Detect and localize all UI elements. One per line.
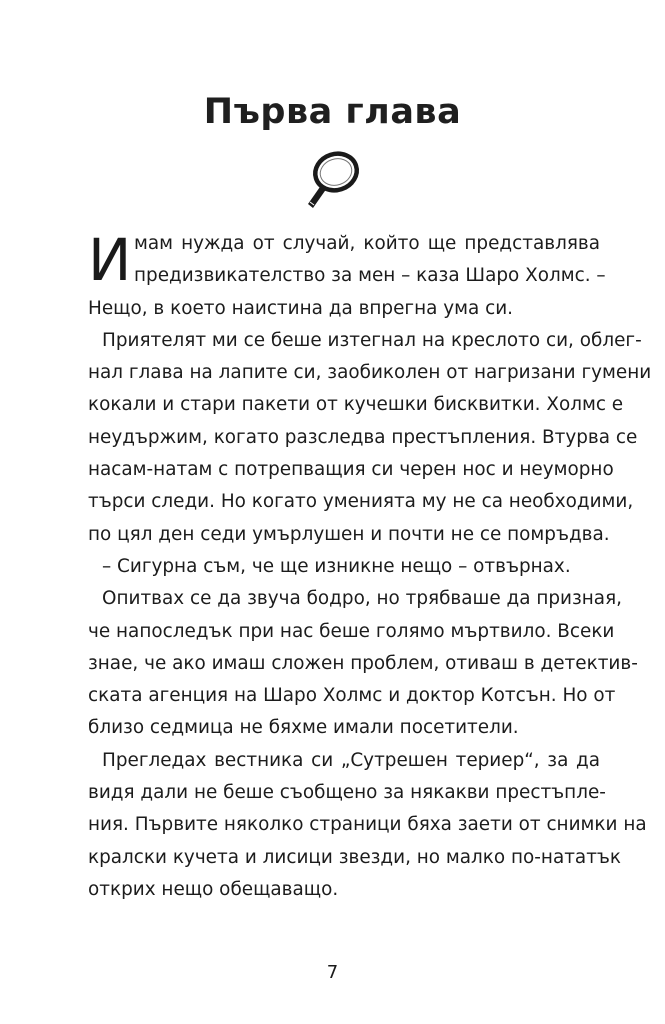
text-line: ската агенция на Шаро Холмс и доктор Котсън. Но от xyxy=(88,685,616,707)
text-line: нал глава на лапите си, заобиколен от нагризани гумени xyxy=(88,362,652,384)
paragraph-4 xyxy=(88,583,638,744)
text-line: че напоследък при нас беше голямо мъртвило. Всеки xyxy=(88,620,615,642)
text-line: неудържим, когато разследва престъпления. Втурва се xyxy=(88,426,638,448)
text-line: знае, че ако имаш сложен проблем, отиваш в детектив- xyxy=(88,652,638,674)
chapter-title: Първа глава xyxy=(203,92,462,132)
text-line: търси следи. Но когато уменията му не са необходими, xyxy=(88,491,634,513)
paragraph-2 xyxy=(88,325,652,551)
chapter-text xyxy=(88,226,652,906)
drop-cap: И xyxy=(88,226,132,294)
text-line: Прегледах вестника си „Сутрешен териер“, за да xyxy=(102,749,600,771)
text-line: ния. Първите няколко страници бяха заети от снимки на xyxy=(88,814,647,836)
text-line: Опитвах се да звуча бодро, но трябваше да призная, xyxy=(102,588,622,610)
magnifying-glass-icon xyxy=(296,148,366,214)
text-line: близо седмица не бяхме имали посетители. xyxy=(88,717,519,739)
text-line: кокали и стари пакети от кучешки бисквитки. Холмс е xyxy=(88,394,624,416)
paragraph-5 xyxy=(88,745,647,906)
text-line: видя дали не беше съобщено за някакви престъпле- xyxy=(88,782,606,804)
text-line: – Сигурна съм, че ще изникне нещо – отвърнах. xyxy=(102,555,571,577)
text-line: Нещо, в което наистина да впрегна ума си. xyxy=(88,297,514,319)
page-number: 7 xyxy=(326,962,339,983)
paragraph-3 xyxy=(88,551,600,583)
text-line: кралски кучета и лисици звезди, но малко по-нататък xyxy=(88,846,622,868)
text-line: открих нещо обещаващо. xyxy=(88,878,339,900)
text-line: предизвикателство за мен – каза Шаро Холмс. – xyxy=(134,265,606,287)
text-line: Приятелят ми се беше изтегнал на креслото си, облег- xyxy=(102,329,642,351)
text-line: по цял ден седи умърлушен и почти не се помръдва. xyxy=(88,523,610,545)
text-line: насам-натам с потрепващия си черен нос и неуморно xyxy=(88,459,614,481)
paragraph-1 xyxy=(88,226,606,325)
text-line: мам нужда от случай, който ще представлява xyxy=(134,233,600,254)
